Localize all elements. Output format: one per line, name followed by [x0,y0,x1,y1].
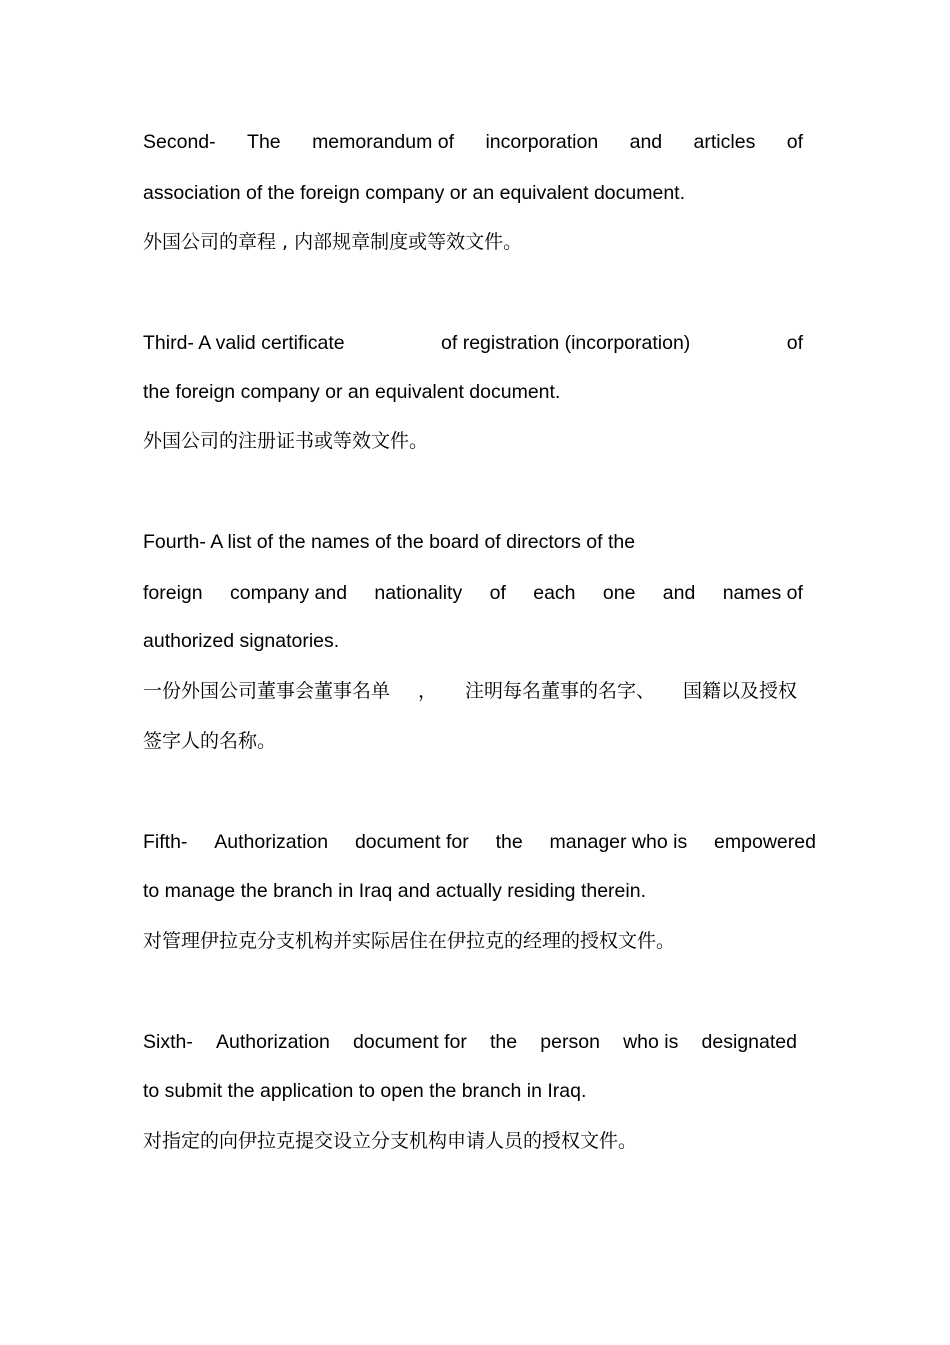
sixth-word-7: designated [701,1031,797,1053]
fourth-cn-segment-3: 注明每名董事的名字、 [464,680,655,702]
fifth-word-6: empowered [714,831,816,853]
fourth-word-3: nationality [374,582,463,604]
fourth-cn-segment-4: 国籍以及授权 [682,680,797,702]
second-word-1: Second- [143,131,216,153]
third-english-line-2: the foreign company or an equivalent document. [143,381,561,403]
fifth-heading-line [143,830,816,854]
second-word-5: and [629,131,663,153]
fifth-word-3: document for [354,831,469,853]
third-segment-2: of registration (incorporation) [441,332,691,354]
fourth-word-8: names of [722,582,803,604]
third-chinese-line: 外国公司的注册证书或等效文件。 [143,430,429,452]
fifth-word-5: manager who is [549,831,688,853]
fourth-cn-segment-2: ， [417,680,437,702]
fifth-word-1: Fifth- [143,831,188,853]
fifth-english-line-2: to manage the branch in Iraq and actually residing therein. [143,880,646,902]
second-word-2: The [247,131,281,153]
second-chinese-line: 外国公司的章程 , 内部规章制度或等效文件。 [143,231,523,253]
sixth-word-3: document for [353,1031,467,1053]
sixth-word-1: Sixth- [143,1031,193,1053]
sixth-chinese-line: 对指定的向伊拉克提交设立分支机构申请人员的授权文件。 [143,1130,638,1152]
fourth-english-line-3: authorized signatories. [143,630,340,652]
third-segment-1: Third- A valid certificate [143,332,345,354]
fourth-english-line-2 [143,581,803,605]
fourth-chinese-line-2: 签字人的名称。 [143,730,277,752]
second-word-3: memorandum of [312,131,455,153]
fourth-word-2: company and [229,582,348,604]
fifth-chinese-line: 对管理伊拉克分支机构并实际居住在伊拉克的经理的授权文件。 [143,930,676,952]
sixth-heading-line [143,1030,797,1054]
fourth-word-1: foreign [143,582,203,604]
fourth-word-5: each [533,582,576,604]
fourth-chinese-line-1 [143,679,797,703]
sixth-word-6: who is [623,1031,679,1053]
second-word-4: incorporation [485,131,599,153]
sixth-english-line-2: to submit the application to open the branch in Iraq. [143,1080,587,1102]
fourth-word-7: and [662,582,696,604]
fifth-word-2: Authorization [214,831,329,853]
third-heading-line [143,331,803,355]
sixth-word-2: Authorization [216,1031,330,1053]
fourth-heading-line: Fourth- A list of the names of the board of directors of the [143,531,636,553]
fourth-cn-segment-1: 一份外国公司董事会董事名单 [143,680,391,702]
second-heading-line [143,130,803,154]
second-word-7: of [786,131,803,153]
fourth-word-6: one [602,582,636,604]
fourth-word-4: of [489,582,506,604]
fifth-word-4: the [495,831,523,853]
sixth-word-4: the [490,1031,518,1053]
third-segment-3: of [786,332,803,354]
second-word-6: articles [693,131,756,153]
second-english-line-2: association of the foreign company or an equivalent document. [143,182,686,204]
sixth-word-5: person [540,1031,600,1053]
